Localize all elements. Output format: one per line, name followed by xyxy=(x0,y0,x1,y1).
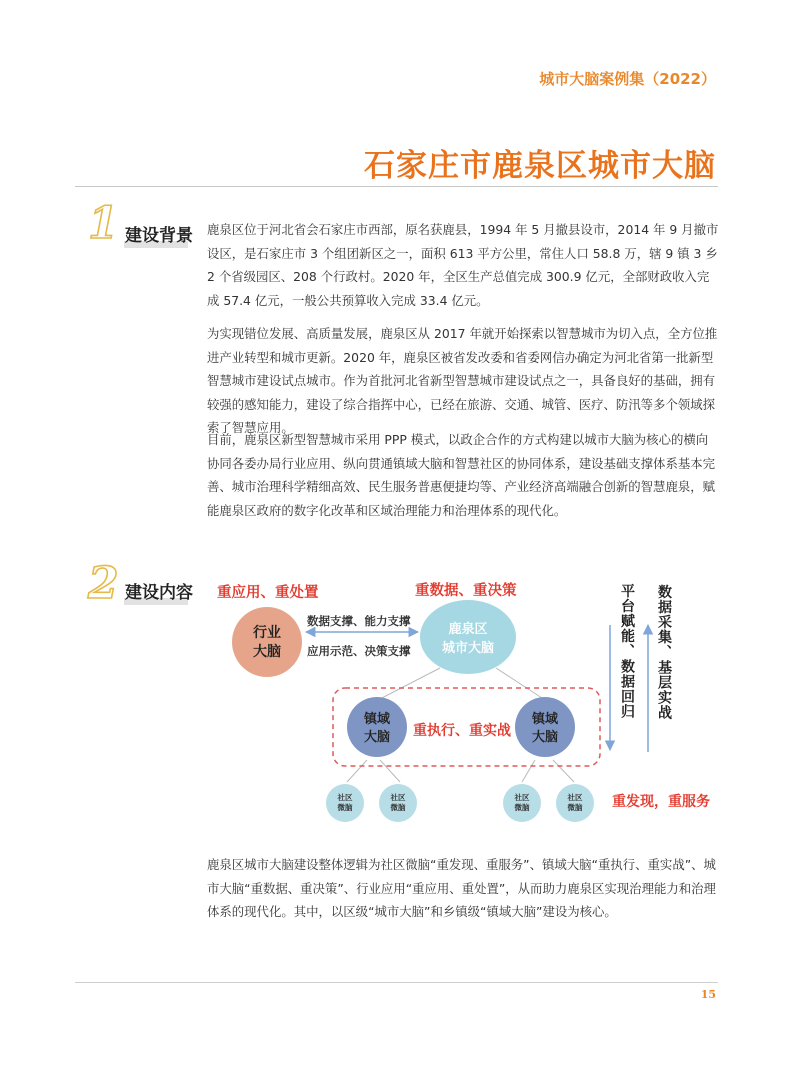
community-2-line-1: 社区 xyxy=(390,793,406,802)
industry-brain-node xyxy=(232,607,302,677)
community-3-line-2: 微脑 xyxy=(514,803,530,812)
city-brain-node xyxy=(420,600,516,674)
community-3-line-1: 社区 xyxy=(514,793,530,802)
community-nodes xyxy=(326,784,594,822)
town-brain-right-line-1: 镇域 xyxy=(531,712,559,727)
section-1-number: 1 xyxy=(88,198,119,249)
section-1-paragraph-1: 鹿泉区位于河北省会石家庄市西部，原名获鹿县，1994 年 5 月撤县设市，2014 年 9 月撤市设区，是石家庄市 3 个组团新区之一，面积 613 平方公里，常住人口 58.8 万，辖 9 镇 3 乡 2 个省级园区、208 个行政村。2020 年，全区生产总值完成 300.9 亿元，全部财政收入完成 57.4 亿元，一般公共预算收入完成 33.4 亿元。 xyxy=(207,222,719,308)
town-brain-node-right xyxy=(515,697,575,757)
arrow-bottom-label: 应用示范、决策支撑 xyxy=(307,644,411,658)
section-1-label: 建设背景 xyxy=(125,226,193,246)
section-1-paragraph-2: 为实现错位发展、高质量发展，鹿泉区从 2017 年就开始探索以智慧城市为切入点，全方位推进产业转型和城市更新。2020 年，鹿泉区被省发改委和省委网信办确定为河北省第一批新型智慧城市建设试点城市。作为首批河北省新型智慧城市建设试点之一，具备良好的基础，拥有较强的感知能力，建设了综合指挥中心，已经在旅游、交通、城管、医疗、防汛等多个领域探索了智慧应用。 xyxy=(207,326,718,435)
town-role-label: 重执行、重实战 xyxy=(413,723,511,739)
document-header-title: 城市大脑案例集（2022） xyxy=(539,70,716,88)
town-brain-left-line-1: 镇域 xyxy=(363,712,391,727)
section-1-paragraph-3: 目前，鹿泉区新型智慧城市采用 PPP 模式，以政企合作的方式构建以城市大脑为核心的横向协同各委办局行业应用、纵向贯通镇域大脑和智慧社区的协同体系，建设基础支撑体系基本完善、城市治理科学精细高效、民生服务普惠便捷均等、产业经济高端融合创新的智慧鹿泉，赋能鹿泉区政府的数字化改革和区域治理能力和治理体系的现代化。 xyxy=(207,432,716,518)
section-2-number: 2 xyxy=(88,558,119,609)
community-1-line-2: 微脑 xyxy=(337,803,353,812)
industry-brain-line-2: 大脑 xyxy=(253,644,281,660)
page-title: 石家庄市鹿泉区城市大脑 xyxy=(364,148,716,184)
community-4-line-2: 微脑 xyxy=(567,803,583,812)
industry-role-label: 重应用、重处置 xyxy=(217,585,319,601)
vertical-label-left-col-1: 平台赋能、 xyxy=(619,583,635,659)
community-role-label: 重发现，重服务 xyxy=(612,794,710,810)
city-brain-line-2: 城市大脑 xyxy=(441,641,495,656)
page-number: 15 xyxy=(700,988,716,1001)
arrow-top-label: 数据支撑、能力支撑 xyxy=(307,614,411,628)
community-2-line-2: 微脑 xyxy=(390,803,406,812)
vertical-label-right-col-2: 基层实战 xyxy=(656,660,672,720)
footer-divider xyxy=(75,982,718,983)
town-brain-left-line-2: 大脑 xyxy=(363,730,391,745)
industry-brain-line-1: 行业 xyxy=(253,625,281,641)
section-2-paragraph-1: 鹿泉区城市大脑建设整体逻辑为社区微脑“重发现、重服务”、镇域大脑“重执行、重实战”、城市大脑“重数据、重决策”、行业应用“重应用、重处置”，从而助力鹿泉区实现治理能力和治理体系的现代化。其中，以区级“城市大脑”和乡镇级“镇域大脑”建设为核心。 xyxy=(207,857,716,919)
community-4-line-1: 社区 xyxy=(567,793,583,802)
vertical-label-right-col-1: 数据采集、 xyxy=(656,584,672,660)
town-brain-node-left xyxy=(347,697,407,757)
community-1-line-1: 社区 xyxy=(337,793,353,802)
city-brain-line-1: 鹿泉区 xyxy=(448,622,488,637)
section-2-label: 建设内容 xyxy=(125,583,193,603)
town-brain-right-line-2: 大脑 xyxy=(531,730,559,745)
vertical-label-left-col-2: 数据回归 xyxy=(619,659,635,719)
city-role-label: 重数据、重决策 xyxy=(415,583,517,599)
